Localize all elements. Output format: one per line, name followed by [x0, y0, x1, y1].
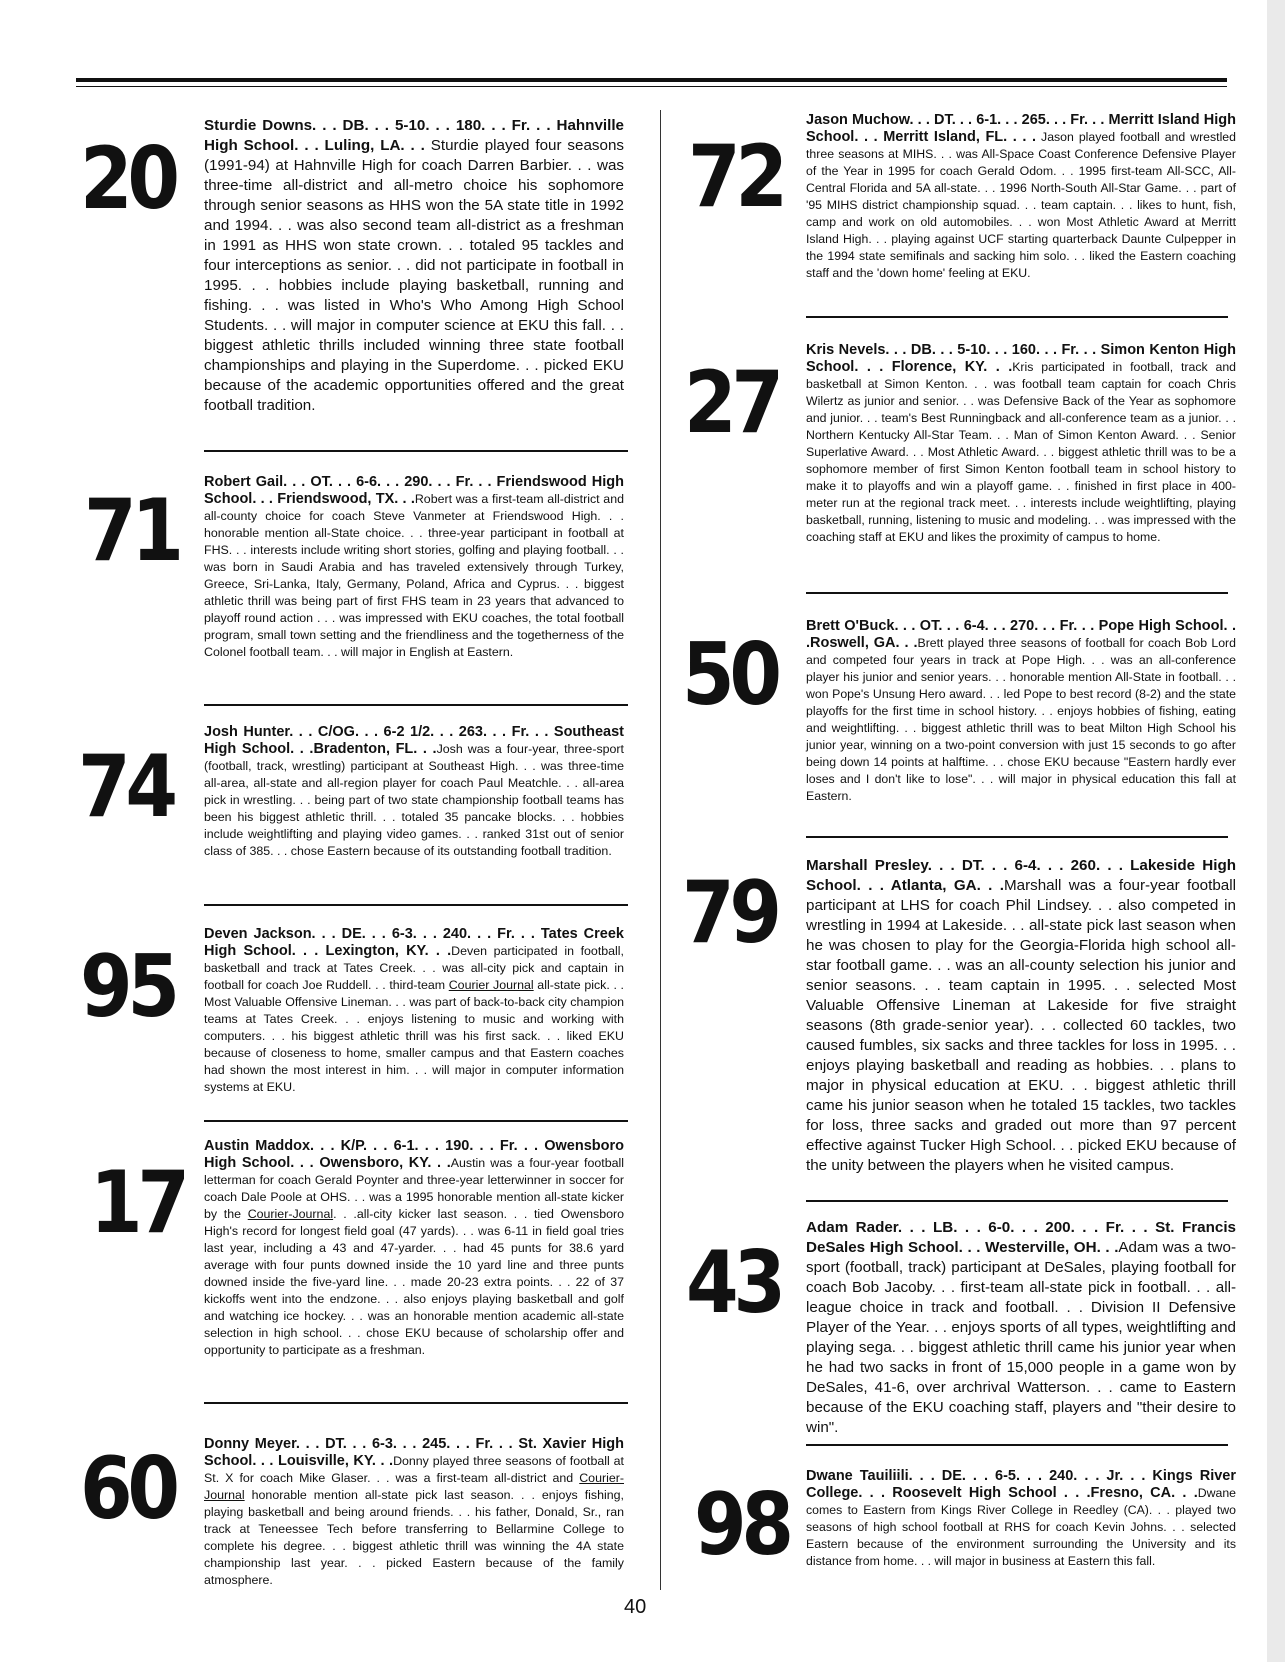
player-bio — [204, 1436, 624, 1589]
player-header: Deven Jackson. . . DE. . . 6-3. . . 240. . . Fr. . . Tates Creek High School. . . Lexington, KY. . . — [204, 926, 624, 959]
entry-separator — [806, 316, 1228, 318]
player-bio — [806, 1218, 1236, 1438]
entry-separator — [204, 450, 628, 452]
player-description: Kris participated in football, track and basketball at Simon Kenton. . . was football team captain for coach Chris Wilertz as junior and senior. . . was Defensive Back of the Year as sophomore and junior. . . team's Best Runningback and all-conference team as a junior. . . Northern Kentucky All-Star Team. . . Man of Simon Kenton Award. . . Senior Superlative Award. . . Most Athletic Award. . . biggest athletic thrill was to be a sophomore member of first Simon Kenton football team in school history to make it to playoffs and win a playoff game. . . finished in first place in 400-meter run at the regional track meet. . . interests include weightlifting, playing basketball, running, listening to music and modeling. . . was impressed with the coaching staff at EKU and likes the proximity of campus to home. — [806, 360, 1236, 544]
top-rule-thin — [76, 86, 1227, 87]
jersey-number: 72 — [688, 127, 783, 227]
page-edge-shadow — [1267, 0, 1285, 1662]
player-bio — [806, 1468, 1236, 1570]
jersey-number: 43 — [686, 1233, 781, 1333]
entry-separator — [204, 704, 628, 706]
player-bio — [204, 926, 624, 1096]
player-description: Jason played football and wrestled three seasons at MIHS. . . was All-Space Coast Conference Defensive Player of the Year in 1995 for coach Gerald Odom. . . 1995 first-team All-SCC, All-Central Florida and 5A all-state. . . 1996 North-South All-Star Game. . . part of '95 MIHS district championship squad. . . team captain. . . likes to hunt, fish, camp and work on old automobiles. . . won Most Athletic Award at Merritt Island High. . . playing against UCF starting quarterback Daunte Culpepper in the 1994 state semifinals and sacking him solo. . . liked the Eastern coaching staff and the 'down home' feeling at EKU. — [806, 130, 1236, 280]
player-bio — [806, 112, 1236, 282]
player-description: Sturdie played four seasons (1991-94) at Hahnville High for coach Darren Barbier. . . was three-time all-district and all-metro choice his sophomore through senior seasons as HHS won the 5A state title in 1992 and 1994. . . was also second team all-district as a freshman in 1991 as HHS won state crown. . . totaled 95 tackles and four interceptions as senior. . . did not participate in football in 1995. . . hobbies include playing basketball, running and fishing. . . was listed in Who's Who Among High School Students. . . will major in computer science at EKU this fall. . . biggest athletic thrills included winning three state football championships and playing in the Superdome. . . picked EKU because of the academic opportunities offered and the great football tradition. — [204, 137, 624, 414]
player-bio — [806, 618, 1236, 805]
entry-separator — [806, 836, 1228, 838]
player-description-cont: all-state pick. . . Most Valuable Offensive Lineman. . . was part of back-to-back city champion teams at Tates Creek. . . enjoys listening to music and working with computers. . . his biggest athletic thrill was his first sack. . . liked EKU because of closeness to home, smaller campus and that Eastern coaches had shown the most interest in him. . . will major in computer information systems at EKU. — [204, 978, 624, 1094]
player-description: Dwane comes to Eastern from Kings River College in Reedley (CA). . . played two seasons of high school football at RHS for coach Kevin Johns. . . selected Eastern because of the environment surrounding the University and its distance from home. . . will major in business at Eastern this fall. — [806, 1486, 1236, 1568]
player-header: Austin Maddox. . . K/P. . . 6-1. . . 190. . . Fr. . . Owensboro High School. . . Owensboro, KY. . . — [204, 1138, 624, 1171]
player-header: Dwane Tauiliili. . . DE. . . 6-5. . . 240. . . Jr. . . Kings River College. . . Roosevelt High School . . .Fresno, CA. . . — [806, 1468, 1236, 1501]
jersey-number: 74 — [78, 737, 173, 837]
jersey-number: 71 — [84, 481, 179, 581]
jersey-number: 60 — [80, 1439, 175, 1539]
publication-name: Courier Journal — [448, 978, 534, 992]
player-bio — [806, 856, 1236, 1176]
column-divider — [660, 110, 661, 1590]
publication-name: Courier-Journal — [204, 1471, 624, 1502]
entry-separator — [806, 592, 1228, 594]
player-description-cont: honorable mention all-state pick last season. . . enjoys fishing, playing basketball and being around friends. . . his father, Donald, Sr., ran track at Teneessee Tech before transferring to Bellarmine College to complete his degree. . . biggest athletic thrill was winning the 4A state championship last year. . . picked Eastern because of the family atmosphere. — [204, 1488, 624, 1587]
player-description: Donny played three seasons of football at St. X for coach Mike Glaser. . . was a first-team all-district and — [204, 1454, 624, 1485]
player-header: Adam Rader. . . LB. . . 6-0. . . 200. . . Fr. . . St. Francis DeSales High School. . . Westerville, OH. . . — [806, 1219, 1236, 1256]
player-description: Robert was a first-team all-district and all-county choice for coach Steve Vanmeter at Friendswood High. . . honorable mention all-State choice. . . three-year participant in football at FHS. . . interests include writing short stories, golfing and playing football. . . was born in Saudi Arabia and has traveled extensively through Turkey, Greece, Sri-Lanka, Italy, Germany, Poland, Africa and Cyprus. . . biggest athletic thrill was being part of first FHS team in 23 years that advanced to playoff round action . . . was impressed with EKU coaches, the total football program, small town setting and the friendliness and the togetherness of the Colonel football team. . . will major in English at Eastern. — [204, 492, 624, 659]
entry-separator — [204, 904, 628, 906]
player-description: Josh was a four-year, three-sport (football, track, wrestling) participant at Southeast High. . . was three-time all-area, all-state and all-region player for coach Paul Meatchle. . . all-area pick in wrestling. . . being part of two state championship football teams has been his biggest athletic thrill. . . totaled 35 pancake blocks. . . hobbies include weightlifting and playing video games. . . ranked 31st out of senior class of 385. . . chose Eastern because of its outstanding football tradition. — [204, 742, 624, 858]
player-header: Sturdie Downs. . . DB. . . 5-10. . . 180. . . Fr. . . Hahnville High School. . . Luling, LA. . . — [204, 117, 624, 154]
jersey-number: 27 — [684, 353, 779, 453]
player-header: Jason Muchow. . . DT. . . 6-1. . . 265. . . Fr. . . Merritt Island High School. . . Merritt Island, FL. . . . — [806, 112, 1236, 145]
jersey-number: 20 — [80, 129, 175, 229]
entry-separator — [806, 1444, 1228, 1446]
publication-name: Courier-Journal — [247, 1207, 334, 1221]
jersey-number: 17 — [90, 1153, 185, 1253]
player-header: Josh Hunter. . . C/OG. . . 6-2 1/2. . . 263. . . Fr. . . Southeast High School. . .Bradenton, FL. . . — [204, 724, 624, 757]
page-number: 40 — [624, 1596, 647, 1618]
player-description-cont: . . .all-city kicker last season. . . tied Owensboro High's record for longest field goal (47 yards). . . was 6-11 in field goal tries last year, including a 43 and 47-yarder. . . had 45 punts for 38.6 yard average with four punts downed inside the 10 yard line and three punts downed inside the five-yard line. . . made 20-23 extra points. . . 22 of 37 kickoffs went into the endzone. . . also enjoys playing basketball and golf and watching ice hockey. . . was an honorable mention academic all-state selection in high school. . . chose EKU because of scholarship offer and opportunity to participate as a freshman. — [204, 1207, 625, 1357]
player-description: Marshall was a four-year football participant at LHS for coach Phil Lindsey. . . also competed in wrestling in 1994 at Lakeside. . . all-state pick last season when he was chosen to play for the Georgia-Florida high school all-star football game. . . was an all-county selection his junior and senior seasons. . . team captain in 1995. . . selected Most Valuable Offensive Lineman at Lakeside for five straight seasons (8th grade-senior year). . . collected 60 tackles, two caused fumbles, six sacks and three tackles for loss in 1995. . . enjoys playing basketball and reading as hobbies. . . plans to major in physical education at EKU. . . biggest athletic thrill came his junior season when he totaled 15 tackles, two tackles for loss, three sacks and graded out more than 97 percent effective against Tucker High School. . . picked EKU because of the unity between the players when he visited campus. — [806, 877, 1236, 1174]
player-description: Deven participated in football, basketball and track at Tates Creek. . . was all-city pick and captain in football for coach Joe Ruddell. . . third-team — [204, 944, 624, 992]
entry-separator — [806, 1200, 1228, 1202]
player-description: Adam was a two-sport (football, track) participant at DeSales, playing football for coach Bob Jacoby. . . first-team all-state pick in football. . . all-league choice in track and football. . . Division II Defensive Player of the Year. . . enjoys sports of all types, weightlifting and playing sega. . . biggest athletic thrill came his junior year when he had two sacks in front of 15,000 people in a game won by DeSales, 41-6, over archrival Watterson. . . came to Eastern because of the EKU coaching staff, players and "their desire to win". — [806, 1239, 1237, 1436]
player-bio — [806, 342, 1236, 546]
jersey-number: 79 — [682, 863, 777, 963]
player-header: Brett O'Buck. . . OT. . . 6-4. . . 270. . . Fr. . . Pope High School. . .Roswell, GA. . . — [806, 618, 1236, 651]
jersey-number: 95 — [80, 937, 175, 1037]
player-header: Donny Meyer. . . DT. . . 6-3. . . 245. . . Fr. . . St. Xavier High School. . . Louisville, KY. . . — [204, 1436, 624, 1469]
jersey-number: 50 — [682, 625, 777, 725]
player-header: Marshall Presley. . . DT. . . 6-4. . . 260. . . Lakeside High School. . . Atlanta, GA. . . — [806, 857, 1236, 894]
player-header: Robert Gail. . . OT. . . 6-6. . . 290. . . Fr. . . Friendswood High School. . . Friendswood, TX. . . — [204, 474, 624, 507]
top-rule — [76, 78, 1227, 82]
player-bio — [204, 116, 624, 416]
player-description: Austin was a four-year football letterman for coach Gerald Poynter and three-year letterwinner in soccer for coach Dale Poole at OHS. . . was a 1995 honorable mention all-state kicker by the — [204, 1156, 624, 1221]
player-bio — [204, 1138, 624, 1359]
entry-separator — [204, 1402, 628, 1404]
player-description: Brett played three seasons of football for coach Bob Lord and competed four years in track at Pope High. . . was an all-conference player his junior and senior years. . . honorable mention All-State in football. . . won Pope's Unsung Hero award. . . led Pope to best record (8-2) and the state playoffs for the first time in school history. . . enjoys hobbies of fishing, eating and weightlifting. . . biggest athletic thrill was to beat Milton High School his junior year, winning on a two-point conversion with just 15 seconds to go after being down 14 points at halftime. . . chose EKU because "Eastern hardly ever loses and I don't like to lose". . . will major in physical education this fall at Eastern. — [806, 636, 1236, 803]
player-bio — [204, 724, 624, 860]
player-header: Kris Nevels. . . DB. . . 5-10. . . 160. . . Fr. . . Simon Kenton High School. . . Florence, KY. . . — [806, 342, 1236, 375]
player-bio — [204, 474, 624, 661]
entry-separator — [204, 1120, 628, 1122]
jersey-number: 98 — [694, 1475, 789, 1575]
